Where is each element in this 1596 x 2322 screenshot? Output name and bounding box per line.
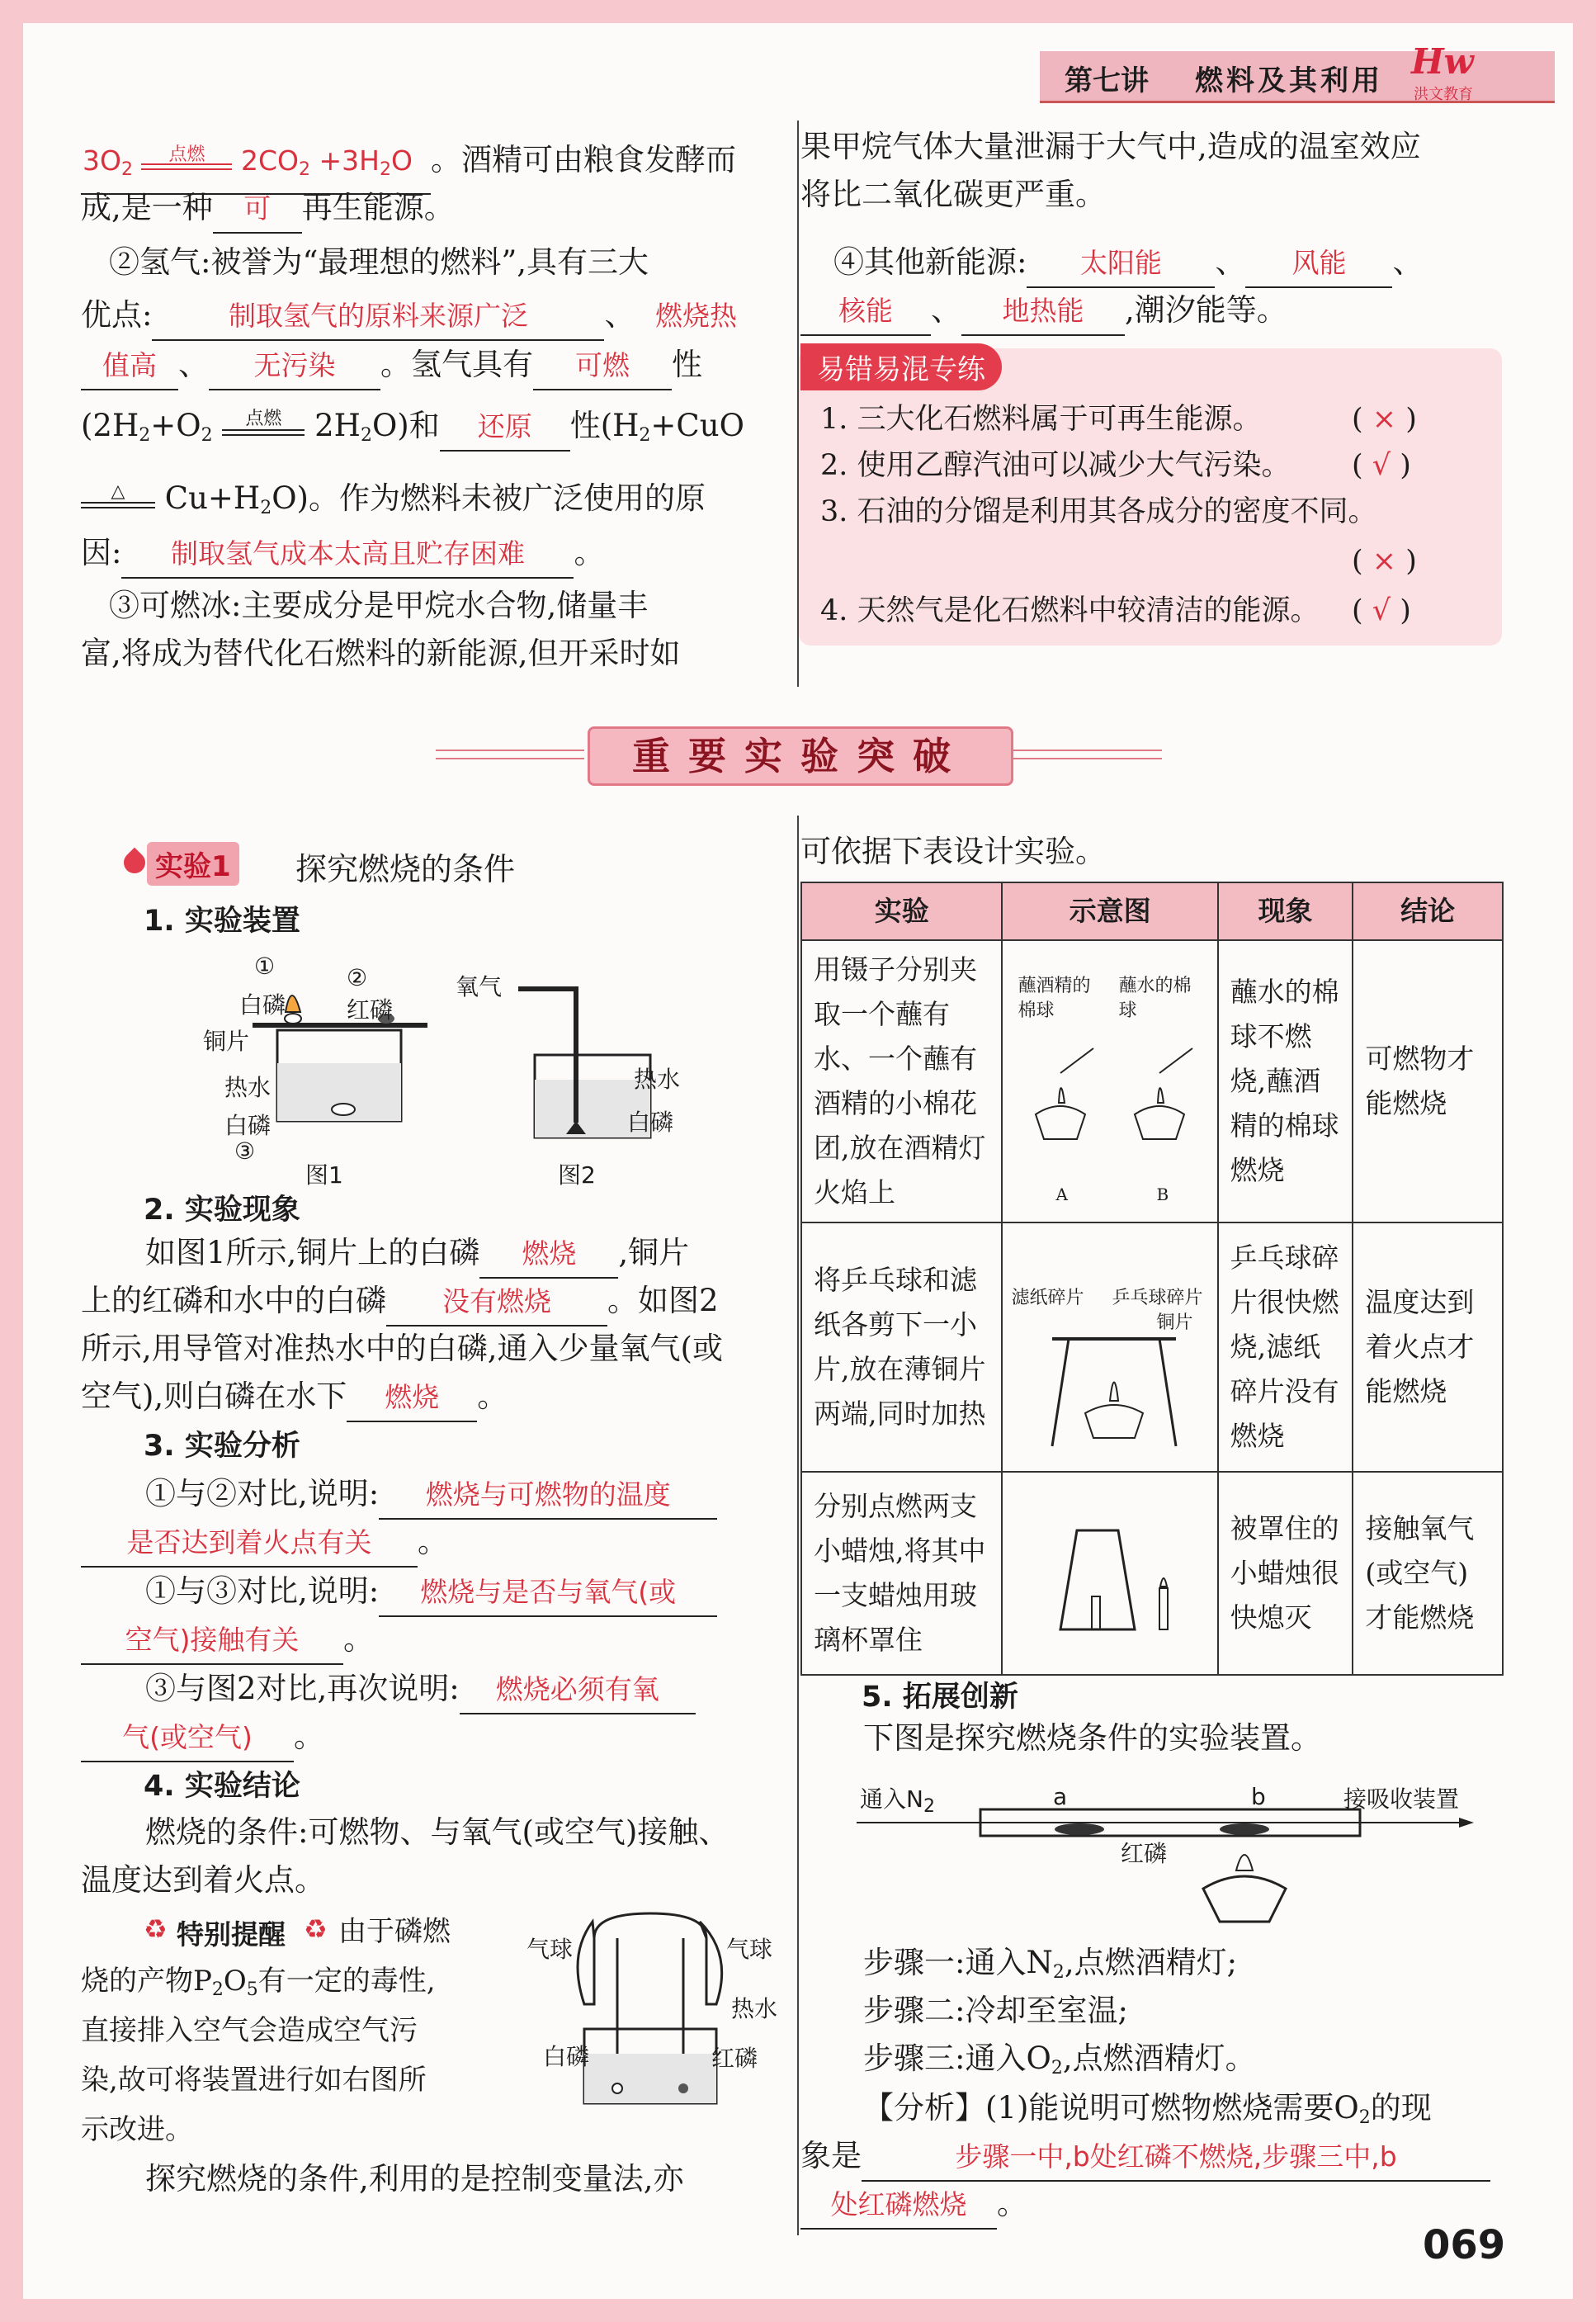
- cell-exp: 将乒乓球和滤纸各剪下一小片,放在薄铜片两端,同时加热: [801, 1222, 1002, 1472]
- ans-solar: 太阳能: [1027, 240, 1215, 288]
- alcohol-lamps-icon: [1027, 1032, 1201, 1164]
- banner-rule-left: [436, 750, 584, 759]
- fig-row1-lb: B: [1156, 1185, 1169, 1204]
- eq2-arrow: [222, 409, 305, 436]
- cell-fig: [1002, 1472, 1217, 1675]
- ans-an1a: 燃烧与可燃物的温度: [379, 1472, 717, 1520]
- quiz-a: √: [1372, 594, 1391, 627]
- ext-b: b: [1251, 1783, 1266, 1810]
- quiz-q: 2. 使用乙醇汽油可以减少大气污染。: [820, 449, 1291, 482]
- fig1-n3: ③: [234, 1137, 256, 1165]
- fig3-red-p: 红磷: [711, 2045, 758, 2072]
- fig2-caption: 图2: [558, 1161, 596, 1189]
- fig1-white-p: 白磷: [239, 991, 286, 1019]
- quiz-answer: ( × ): [1352, 545, 1417, 578]
- analysis-end: 。: [997, 2186, 1027, 2221]
- h2-has: 。氢气具有: [380, 347, 533, 382]
- other-label: ④其他新能源:: [833, 244, 1027, 280]
- ph-1b: ,铜片: [618, 1235, 690, 1270]
- quiz-a: ×: [1372, 403, 1397, 436]
- quiz-q: 4. 天然气是化石燃料中较清洁的能源。: [820, 594, 1320, 627]
- ans-an3b: 气(或空气): [81, 1714, 294, 1762]
- eq1-reactant: 3O: [83, 144, 121, 177]
- quiz-answer: ( √ ): [1352, 594, 1411, 627]
- tip-2c: 有一定的毒性,: [257, 1965, 436, 1998]
- ans-renewable: 可: [213, 186, 302, 234]
- tip-2: 烧的产物$P_2O_5$有一定的毒性,: [81, 1965, 436, 2000]
- ans-ana-a: 步骤一中,b处红磷不燃烧,步骤三中,b: [862, 2134, 1490, 2182]
- cell-concl: 温度达到着火点才能燃烧: [1353, 1222, 1503, 1472]
- fig-row2-a: 滤纸碎片: [1011, 1288, 1084, 1308]
- eq1-condition: 点燃: [168, 144, 205, 165]
- eq1-arrow: [141, 144, 232, 170]
- analysis-3: [800, 2181, 1027, 2230]
- ext-a: a: [1053, 1783, 1068, 1810]
- experiment-table: [800, 882, 1504, 1676]
- cell-exp: 分别点燃两支小蜡烛,将其中一支蜡烛用玻璃杯罩住: [801, 1472, 1002, 1675]
- eq2-condition: 点燃: [245, 409, 282, 429]
- eq1-text: 。酒精可由粮食发酵而: [431, 142, 736, 177]
- quiz-q: 3. 石油的分馏是利用其各成分的密度不同。: [820, 495, 1377, 528]
- s3-title: 3. 实验分析: [144, 1430, 300, 1463]
- h2-adv2-line: 值高 、 无污染 。氢气具有 可燃 性: [81, 342, 702, 390]
- eq1-tail: O: [390, 144, 413, 177]
- balloon-right: [700, 1922, 722, 2004]
- ph-2: [81, 1278, 719, 1327]
- fig3-white-p: 白磷: [543, 2043, 590, 2070]
- ans-adv3: 无污染: [209, 343, 380, 390]
- quiz-item: [820, 396, 1262, 442]
- th-concl: 结论: [1353, 882, 1503, 940]
- tip-5: 示改进。: [81, 2113, 193, 2146]
- eq1-products: 2CO: [240, 144, 299, 177]
- quiz-item: [820, 588, 1320, 634]
- l2-b: 再生能源。: [301, 190, 455, 225]
- fig3-balloon2: 气球: [726, 1936, 773, 1963]
- an3b: 气(或空气) 。: [81, 1714, 324, 1762]
- ans-nuclear: 核能: [800, 288, 931, 336]
- analysis-1a: 【分析】(1)能说明可燃物燃烧需要O: [863, 2090, 1359, 2126]
- fig1-n1: ①: [254, 953, 276, 980]
- recycle-icon: ♻: [144, 1913, 168, 1945]
- tip-3: 直接排入空气会造成空气污: [81, 2014, 418, 2047]
- l2-a: 成,是一种: [81, 190, 213, 225]
- other-energy-line: ④其他新能源: 太阳能 、 风能 、: [833, 239, 1423, 288]
- cont-1: 果甲烷气体大量泄漏于大气中,造成的温室效应: [800, 129, 1421, 164]
- l2-line: [81, 185, 455, 234]
- ext-inlet-text: 通入N: [860, 1785, 923, 1813]
- analysis-2: [800, 2133, 1490, 2182]
- method-1: 探究燃烧的条件,利用的是控制变量法,亦: [145, 2161, 684, 2197]
- ans-geo: 地热能: [961, 288, 1125, 336]
- tip-2a: 烧的产物P: [81, 1965, 212, 1998]
- an1-label: ①与②对比,说明:: [145, 1476, 380, 1511]
- ans-ana-b: 处红磷燃烧: [800, 2182, 997, 2230]
- table-row: [801, 940, 1503, 1222]
- ans-burn1: 燃烧: [479, 1231, 618, 1279]
- fig1-copper: 铜片: [203, 1028, 250, 1055]
- reason-label: 因:: [81, 535, 122, 570]
- page: [23, 23, 1573, 2299]
- tip-title: 特别提醒: [177, 1918, 286, 1951]
- step-3b: ,点燃酒精灯。: [1062, 2041, 1256, 2076]
- water-3: [584, 2054, 716, 2103]
- fig1-caption: 图1: [305, 1161, 343, 1189]
- white-p-water: [332, 1104, 355, 1115]
- s4-title: 4. 实验结论: [144, 1770, 300, 1803]
- h2-adv-line: 优点: 制取氢气的原料来源广泛 、 燃烧热: [81, 292, 757, 341]
- experiment-tag: [147, 842, 239, 886]
- white-p-dot3: [612, 2083, 622, 2093]
- header-chapter: 第七讲: [1065, 64, 1149, 97]
- balloon-left: [578, 1922, 594, 2004]
- fig1-hot-water: 热水: [224, 1074, 272, 1101]
- connector-tube: [594, 1913, 706, 1938]
- ph-4b: 。: [477, 1379, 508, 1414]
- table-intro: 可依据下表设计实验。: [800, 834, 1106, 869]
- ans-combustible: 可燃: [533, 343, 672, 390]
- an3-label: ③与图2对比,再次说明:: [145, 1671, 460, 1706]
- fig-row1-la: A: [1055, 1185, 1068, 1204]
- ans-adv2a: 燃烧热: [654, 300, 737, 332]
- header-title: 燃料及其利用: [1195, 64, 1383, 97]
- eq1-answer: $3O_2$ 点燃 $2CO_2 +3H_2O$: [81, 138, 431, 195]
- ice-2: 富,将成为替代化石燃料的新能源,但开采时如: [81, 636, 681, 671]
- other-energy-line2: 核能 、 地热能 ,潮汐能等。: [800, 287, 1287, 336]
- candles-glass-icon: [1036, 1514, 1192, 1638]
- logo-mark: Hw: [1411, 41, 1474, 82]
- ice-1: ③可燃冰:主要成分是甲烷水合物,储量丰: [109, 588, 649, 623]
- step-1a: 步骤一:通入N: [863, 1945, 1053, 1980]
- s1-title: 1. 实验装置: [144, 905, 300, 938]
- s5-title: 5. 拓展创新: [862, 1681, 1018, 1714]
- logo-text: 洪文教育: [1414, 86, 1473, 103]
- th-fig: 示意图: [1002, 882, 1217, 940]
- an3: [145, 1666, 696, 1714]
- ph-4: [81, 1374, 508, 1422]
- cell-phen: 被罩住的小蜡烛很快熄灭: [1218, 1472, 1353, 1675]
- eq3-condition: △: [111, 481, 125, 502]
- cell-exp: 用镊子分别夹取一个蘸有水、一个蘸有酒精的小棉花团,放在酒精灯火焰上: [801, 940, 1002, 1222]
- cell-fig: [1002, 940, 1217, 1222]
- drop-icon: [120, 848, 150, 878]
- ph-2b: 。如图2: [607, 1283, 719, 1318]
- tip-2b: O: [223, 1965, 247, 1998]
- an2: [145, 1568, 717, 1617]
- step-3a: 步骤三:通入O: [863, 2041, 1051, 2076]
- alcohol-lamp: [1203, 1876, 1286, 1922]
- eq3-line: △ $Cu+H_2O$)。作为燃料未被广泛使用的原: [81, 475, 706, 532]
- fig-row1-b: 蘸水的棉球: [1118, 976, 1192, 1021]
- cell-concl: 接触氧气(或空气)才能燃烧: [1353, 1472, 1503, 1675]
- ph-1: [145, 1230, 689, 1279]
- quiz-a: √: [1372, 449, 1391, 482]
- eq1-water: +3H: [319, 144, 380, 177]
- cont-2: 将比二氧化碳更严重。: [800, 177, 1106, 212]
- fig3-hot-water: 热水: [731, 1995, 778, 2022]
- eq3-arrow: [81, 481, 155, 508]
- ext-red-p: 红磷: [1121, 1840, 1168, 1867]
- an2b: 空气)接触有关 。: [81, 1616, 374, 1665]
- ans-an1b: 是否达到着火点有关: [81, 1520, 418, 1568]
- section-banner: 重要实验突破: [588, 726, 1013, 786]
- ans-wind: 风能: [1245, 240, 1392, 288]
- ph-1a: 如图1所示,铜片上的白磷: [145, 1235, 480, 1270]
- analysis-1: 【分析】(1)能说明可燃物燃烧需要$O_2$的现: [863, 2090, 1432, 2128]
- red-p-b: [1220, 1823, 1269, 1835]
- th-phen: 现象: [1218, 882, 1353, 940]
- quiz-q: 1. 三大化石燃料属于可再生能源。: [820, 403, 1262, 436]
- quiz-a: ×: [1372, 545, 1397, 578]
- white-p-dot: [285, 1014, 301, 1024]
- concl-1: 燃烧的条件:可燃物、与氧气(或空气)接触、: [145, 1814, 730, 1850]
- eq2-e: 性(H: [569, 408, 640, 443]
- fig-row1-a: 蘸酒精的棉球: [1018, 976, 1091, 1021]
- fig2-white-p: 白磷: [627, 1109, 674, 1136]
- fig2-oxygen: 氧气: [456, 973, 503, 1000]
- fig1-white-p2: 白磷: [224, 1112, 272, 1139]
- ext-outlet: 接吸收装置: [1343, 1785, 1460, 1813]
- fig1-n2: ②: [347, 964, 368, 991]
- cell-phen: 乒乓球碎片很快燃烧,滤纸碎片没有燃烧: [1218, 1222, 1353, 1472]
- th-exp: 实验: [801, 882, 1002, 940]
- fig-row2-b: 乒乓球碎片: [1112, 1288, 1203, 1308]
- eq2-c: 2H: [314, 408, 361, 443]
- step-2: 步骤二:冷却至室温;: [863, 1993, 1128, 2028]
- ph-4a: 空气),则白磷在水下: [81, 1379, 347, 1414]
- tide: ,潮汐能等。: [1125, 292, 1287, 328]
- table-header-row: [801, 882, 1503, 940]
- cell-concl: 可燃物才能燃烧: [1353, 940, 1503, 1222]
- h2-intro: ②氢气:被誉为“最理想的燃料”,具有三大: [109, 244, 649, 280]
- analysis-1b: 的现: [1370, 2090, 1432, 2126]
- table-row: [801, 1472, 1503, 1675]
- experiment-tag-text: 实验1: [155, 850, 231, 883]
- step-1: 步骤一:通入$N_2$,点燃酒精灯;: [863, 1945, 1238, 1983]
- an2-label: ①与③对比,说明:: [145, 1573, 380, 1609]
- cell-fig: [1002, 1222, 1217, 1472]
- eq3-a: Cu+H: [164, 480, 261, 516]
- step-3: 步骤三:通入$O_2$,点燃酒精灯。: [863, 2041, 1256, 2078]
- adv-label: 优点:: [81, 297, 153, 333]
- ans-reason: 制取氢气成本太高且贮存困难: [121, 531, 574, 579]
- recycle-icon: ♻: [304, 1913, 328, 1945]
- ph-3: 所示,用导管对准热水中的白磷,通入少量氧气(或: [81, 1331, 723, 1366]
- fig3-balloon1: 气球: [526, 1936, 574, 1963]
- concl-2: 温度达到着火点。: [81, 1862, 325, 1898]
- ext-inlet: 通入$N_2$: [860, 1785, 935, 1817]
- fig2-hot-water: 热水: [634, 1066, 681, 1093]
- quiz-item: [820, 489, 1377, 535]
- table-row: [801, 1222, 1503, 1472]
- ans-reducing: 还原: [440, 404, 570, 452]
- column-divider-bottom: [797, 816, 799, 2235]
- ans-adv1: 制取氢气的原料来源广泛: [152, 293, 604, 341]
- red-p-dot3: [678, 2083, 688, 2093]
- ans-burn2: 燃烧: [347, 1374, 477, 1422]
- analysis-2a: 象是: [800, 2138, 862, 2173]
- xing: 性: [672, 347, 702, 382]
- quiz-tag: 易错易混专练: [800, 343, 1002, 390]
- eq2-d: O)和: [371, 408, 440, 443]
- ans-an2a: 燃烧与是否与氧气(或: [379, 1569, 717, 1617]
- quiz-item: [820, 442, 1291, 489]
- eq2-a: (2H: [81, 408, 139, 443]
- reason-line: 因: 制取氢气成本太高且贮存困难 。: [81, 530, 604, 579]
- ans-an2b: 空气)接触有关: [81, 1617, 343, 1665]
- page-number: 069: [1423, 2222, 1506, 2268]
- an1b: 是否达到着火点有关 。: [81, 1519, 448, 1568]
- ext-intro: 下图是探究燃烧条件的实验装置。: [863, 1720, 1321, 1756]
- tip-1: 由于磷燃: [338, 1915, 451, 1948]
- red-p-a: [1055, 1823, 1104, 1835]
- fig1-red-p: 红磷: [347, 996, 394, 1024]
- eq2-f: +CuO: [650, 408, 744, 443]
- ans-adv2b: 值高: [81, 343, 178, 390]
- experiment-title: 探究燃烧的条件: [295, 851, 516, 887]
- flame-icon: [286, 995, 300, 1012]
- banner-rule-right: [1013, 750, 1162, 759]
- eq3-b: O)。作为燃料未被广泛使用的原: [272, 480, 706, 516]
- tripod-burner-icon: [1036, 1314, 1192, 1454]
- quiz-answer: ( √ ): [1352, 449, 1411, 482]
- s2-title: 2. 实验现象: [144, 1194, 300, 1227]
- eq2-b: +O: [150, 408, 201, 443]
- ph-2a: 上的红磷和水中的白磷: [81, 1283, 386, 1318]
- tip-4: 染,故可将装置进行如右图所: [81, 2064, 427, 2097]
- cell-phen: 蘸水的棉球不燃烧,蘸酒精的棉球燃烧: [1218, 940, 1353, 1222]
- eq2-line: ($2H_2+O_2$ 点燃 $2H_2O$)和 还原 性($H_2+CuO$: [81, 403, 744, 459]
- an1: [145, 1471, 717, 1520]
- ans-noburn: 没有燃烧: [386, 1279, 607, 1327]
- step-1b: ,点燃酒精灯;: [1064, 1945, 1238, 1980]
- ans-an3a: 燃烧必须有氧: [460, 1667, 696, 1714]
- fig-row2-c: 铜片: [1156, 1312, 1193, 1333]
- quiz-answer: ( × ): [1352, 403, 1417, 436]
